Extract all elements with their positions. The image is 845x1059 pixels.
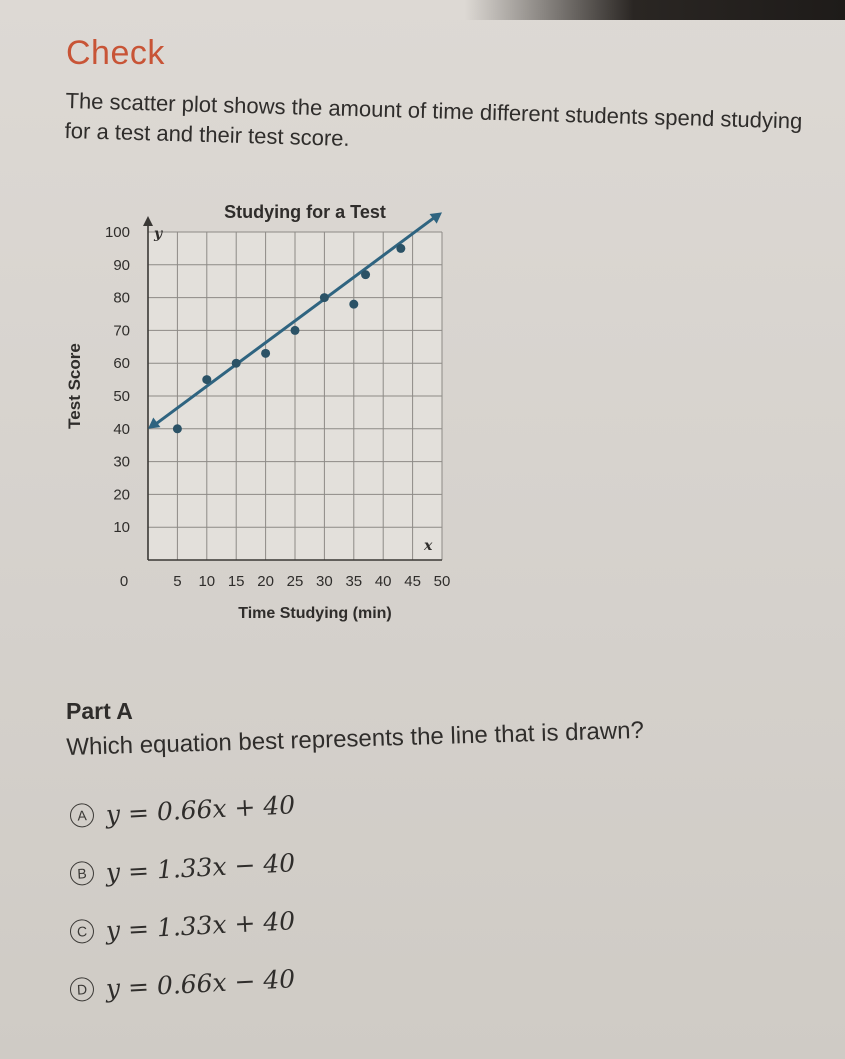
choice-c[interactable] [69, 904, 296, 948]
x-tick-label: 5 [173, 573, 182, 590]
origin-label: 0 [119, 573, 129, 590]
y-tick-label: 20 [113, 486, 130, 504]
x-tick-label: 35 [345, 573, 363, 590]
data-point [320, 293, 329, 302]
x-tick-label: 10 [198, 573, 216, 590]
data-point [291, 326, 300, 335]
data-point [202, 375, 211, 384]
x-tick-label: 50 [433, 573, 451, 590]
data-point [361, 270, 370, 279]
choice-a-text: y = 0.66x + 40 [105, 789, 296, 829]
data-point [173, 424, 182, 433]
y-axis-variable: y [154, 226, 163, 242]
y-tick-label: 50 [113, 388, 130, 405]
x-tick-label: 15 [227, 573, 245, 590]
y-tick-label: 90 [113, 256, 130, 274]
part-label: Part A [66, 698, 133, 724]
y-tick-label: 100 [104, 224, 130, 241]
data-point [261, 349, 270, 358]
choice-b-text: y = 1.33x − 40 [105, 847, 296, 887]
choice-d-radio[interactable]: D [69, 977, 94, 1002]
choice-a-radio[interactable]: A [69, 803, 94, 828]
data-point [232, 359, 241, 368]
x-tick-label: 30 [316, 573, 333, 590]
intro-text: The scatter plot shows the amount of time different students spend studying for a test and their test score. [64, 87, 803, 151]
y-axis-title: Test Score [65, 343, 84, 429]
page-heading: Check [66, 34, 165, 72]
data-point [396, 244, 405, 253]
chart-title: Studying for a Test [224, 202, 386, 222]
choice-d-text: y = 0.66x − 40 [105, 963, 296, 1003]
page-top-shadow [0, 0, 845, 20]
question-prompt: Which equation best represents the line that is drawn? [66, 716, 645, 761]
y-tick-label: 40 [113, 420, 130, 438]
data-point [349, 300, 358, 309]
scatter-chart-svg [60, 190, 480, 640]
scatter-chart [60, 190, 480, 640]
choice-c-text: y = 1.33x + 40 [105, 905, 296, 945]
y-tick-label: 30 [113, 453, 130, 471]
x-tick-label: 25 [286, 573, 304, 590]
x-axis-title: Time Studying (min) [238, 605, 392, 622]
choice-d[interactable] [69, 962, 296, 1006]
choice-b-radio[interactable]: B [69, 861, 94, 886]
x-tick-label: 40 [374, 573, 392, 590]
y-tick-label: 60 [113, 355, 130, 373]
x-axis-variable: x [424, 538, 433, 554]
y-tick-label: 80 [113, 289, 130, 307]
y-tick-label: 10 [113, 519, 130, 537]
y-axis-arrow [143, 216, 153, 226]
choice-b[interactable] [69, 846, 296, 890]
x-tick-label: 20 [257, 573, 274, 590]
x-tick-label: 45 [404, 573, 421, 590]
choice-c-radio[interactable]: C [69, 919, 94, 944]
y-tick-label: 70 [113, 322, 130, 340]
choice-a[interactable] [69, 788, 296, 832]
